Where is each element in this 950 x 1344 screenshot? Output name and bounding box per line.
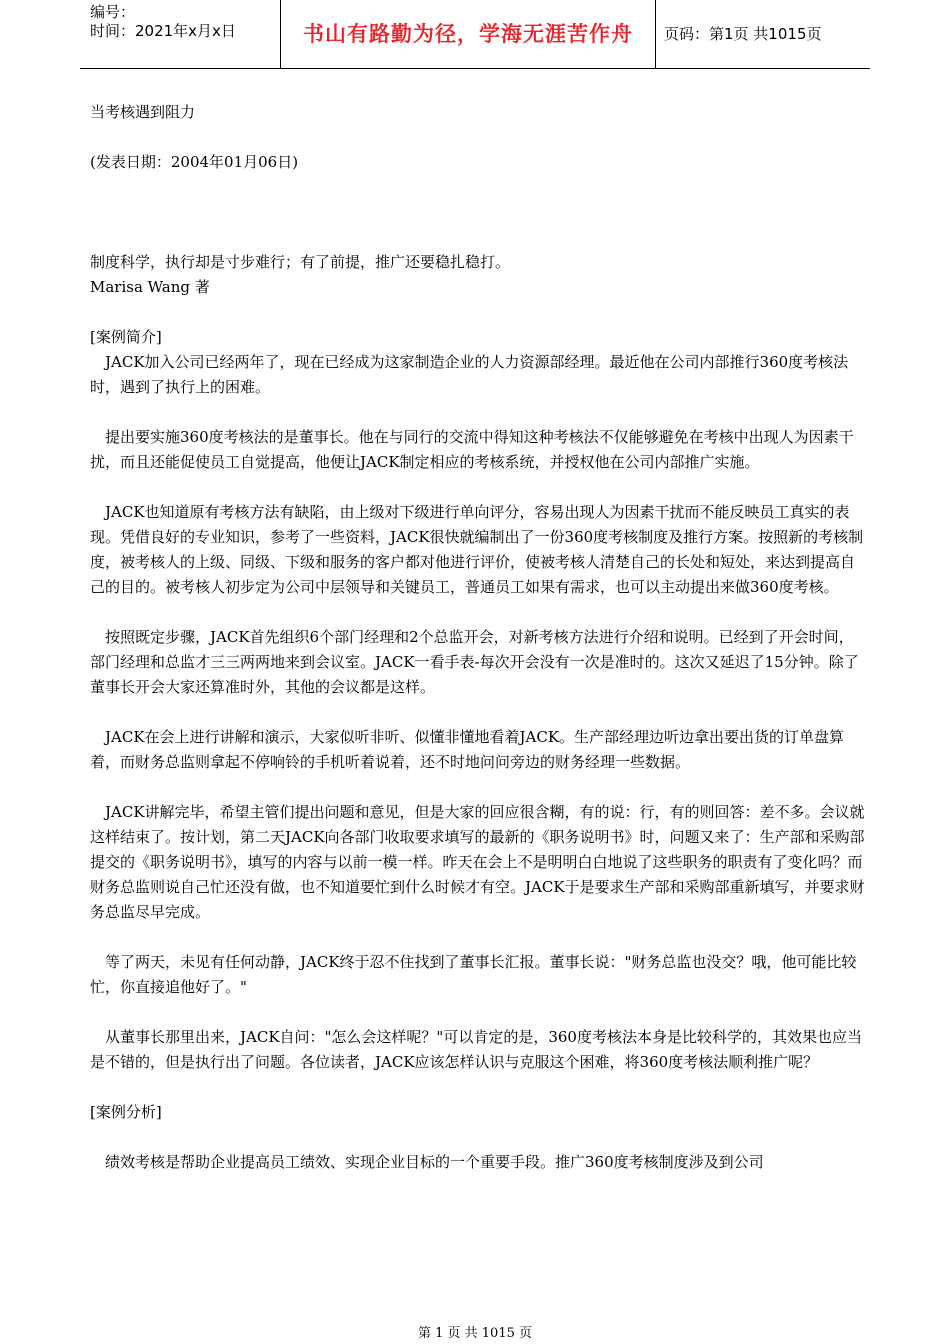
page-code: 页码：第1页 共1015页: [664, 25, 822, 43]
motto: 书山有路勤为径，学海无涯苦作舟: [303, 22, 633, 46]
header-meta: [80, 0, 280, 68]
number-label: 编号：: [90, 3, 136, 21]
paragraph: 等了两天，未见有任何动静，JACK终于忍不住找到了董事长汇报。董事长说："财务总监也没交？哦，他可能比较忙，你直接追他好了。": [90, 953, 857, 996]
paragraph: 按照既定步骤，JACK首先组织6个部门经理和2个总监开会，对新考核方法进行介绍和说明。已经到了开会时间，部门经理和总监才三三两两地来到会议室。JACK一看手表-每次开会没有一次是准时的。这次又延迟了15分钟。除了董事长开会大家还算准时外，其他的会议都是这样。: [90, 628, 859, 696]
paragraph: JACK在会上进行讲解和演示，大家似听非听、似懂非懂地看着JACK。生产部经理边听边拿出要出货的订单盘算着，而财务总监则拿起不停响铃的手机听着说着，还不时地问问旁边的财务经理一些数据。: [90, 728, 845, 771]
analysis-paragraph: 绩效考核是帮助企业提高员工绩效、实现企业目标的一个重要手段。推广360度考核制度涉及到公司: [105, 1153, 764, 1171]
article-subtitle: 制度科学，执行却是寸步难行；有了前提，推广还要稳扎稳打。: [90, 253, 511, 271]
paragraph: 提出要实施360度考核法的是董事长。他在与同行的交流中得知这种考核法不仅能够避免在考核中出现人为因素干扰，而且还能促使员工自觉提高，他便让JACK制定相应的考核系统，并授权他在公司内部推广实施。: [90, 428, 854, 471]
article-title: 当考核遇到阻力: [90, 103, 196, 121]
header-page-cell: [655, 0, 870, 68]
paragraph: JACK加入公司已经两年了，现在已经成为这家制造企业的人力资源部经理。最近他在公司内部推行360度考核法时，遇到了执行上的困难。: [90, 353, 849, 396]
page-footer: [0, 1325, 950, 1343]
header-motto-cell: [280, 0, 656, 68]
article-author: Marisa Wang 著: [90, 278, 210, 296]
paragraph: 从董事长那里出来，JACK自问："怎么会这样呢？"可以肯定的是，360度考核法本身是比较科学的，其效果也应当是不错的，但是执行出了问题。各位读者，JACK应该怎样认识与克服这个困难，将360度考核法顺利推广呢？: [90, 1028, 862, 1071]
article-body: [90, 100, 865, 1175]
publish-date: (发表日期：2004年01月06日): [90, 153, 299, 171]
section-heading-intro: [案例简介]: [90, 328, 162, 346]
section-heading-analysis: [案例分析]: [90, 1103, 162, 1121]
date-label: 时间：2021年x月x日: [90, 22, 236, 40]
page-header: [80, 0, 870, 69]
page-indicator: 第 1 页 共 1015 页: [417, 1326, 533, 1341]
paragraph: JACK讲解完毕，希望主管们提出问题和意见，但是大家的回应很含糊，有的说：行，有的则回答：差不多。会议就这样结束了。按计划，第二天JACK向各部门收取要求填写的最新的《职务说明书》时，问题又来了：生产部和采购部提交的《职务说明书》，填写的内容与以前一模一样。昨天在会上不是明明白白地说了这些职务的职责有了变化吗？而财务总监则说自己忙还没有做，也不知道要忙到什么时候才有空。JACK于是要求生产部和采购部重新填写，并要求财务总监尽早完成。: [90, 803, 865, 921]
paragraph: JACK也知道原有考核方法有缺陷，由上级对下级进行单向评分，容易出现人为因素干扰而不能反映员工真实的表现。凭借良好的专业知识，参考了一些资料，JACK很快就编制出了一份360度考核制度及推行方案。按照新的考核制度，被考核人的上级、同级、下级和服务的客户都对他进行评价，使被考核人清楚自己的长处和短处，来达到提高自己的目的。被考核人初步定为公司中层领导和关键员工，普通员工如果有需求，也可以主动提出来做360度考核。: [90, 503, 864, 596]
